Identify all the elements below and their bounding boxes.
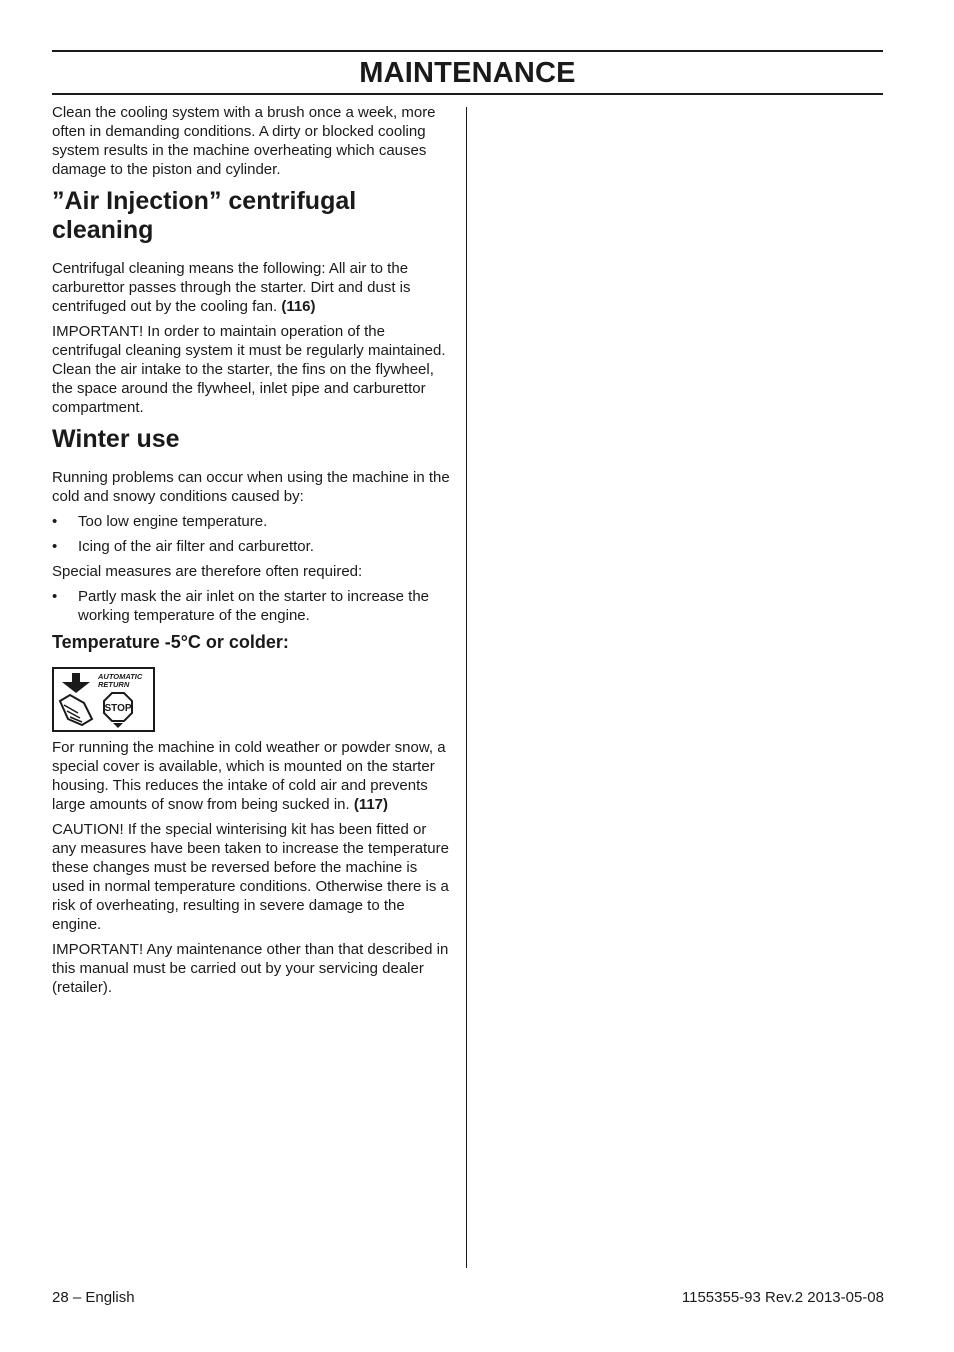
automatic-label: AUTOMATIC bbox=[98, 672, 143, 681]
bullet-icon: • bbox=[52, 538, 58, 555]
choke-symbol-graphic bbox=[54, 669, 153, 730]
winter-paragraph-2: Special measures are therefore often required: bbox=[52, 563, 363, 580]
temperature-subheading: Temperature -5°C or colder: bbox=[52, 632, 289, 652]
list-item-text: Too low engine temperature. bbox=[78, 513, 268, 530]
header-rule-top bbox=[52, 50, 883, 52]
section-title: MAINTENANCE bbox=[359, 57, 576, 89]
winter-paragraph-3 bbox=[52, 738, 452, 814]
arrow-head bbox=[62, 682, 90, 693]
winter-use-heading: Winter use bbox=[52, 425, 180, 453]
list-item-text: Icing of the air filter and carburettor. bbox=[78, 538, 314, 555]
caution-paragraph: CAUTION! If the special winterising kit has been fitted or any measures have been taken to increase the temperature these changes must be reversed before the machine is used in normal temperature conditions. Otherwise there is a risk of overheating, resulting in severe damage to the engine. bbox=[52, 821, 449, 933]
choke-lever-ridges bbox=[64, 705, 82, 722]
choke-automatic-return-symbol-icon bbox=[52, 667, 155, 732]
header-rule-bottom bbox=[52, 93, 883, 95]
air-injection-paragraph-2: IMPORTANT! In order to maintain operation of the centrifugal cleaning system it must be regularly maintained. Clean the air intake to the starter, the fins on the flywheel, the space around the flywheel, inlet pipe and carburettor compartment. bbox=[52, 323, 446, 416]
list-item bbox=[52, 512, 452, 531]
winter-paragraph-1: Running problems can occur when using the machine in the cold and snowy conditions caused by: bbox=[52, 469, 450, 505]
bullet-icon: • bbox=[52, 588, 58, 605]
list-item-text: Partly mask the air inlet on the starter to increase the working temperature of the engine. bbox=[78, 588, 429, 624]
winter-p3-text: For running the machine in cold weather or powder snow, a special cover is available, which is mounted on the starter housing. This reduces the intake of cold air and prevents large amounts of snow from being sucked in. bbox=[52, 739, 446, 813]
arrow-shaft bbox=[72, 673, 80, 682]
left-column bbox=[52, 103, 452, 1003]
list-item bbox=[52, 537, 452, 556]
footer-page-number: 28 – English bbox=[52, 1289, 135, 1306]
important-paragraph: IMPORTANT! Any maintenance other than that described in this manual must be carried out by your servicing dealer (retailer). bbox=[52, 941, 449, 996]
figure-ref-116: (116) bbox=[281, 298, 316, 315]
stop-pointer bbox=[113, 723, 123, 728]
air-injection-paragraph-1 bbox=[52, 259, 452, 316]
intro-paragraph: Clean the cooling system with a brush once a week, more often in demanding conditions. A dirty or blocked cooling system results in the machine overheating which causes damage to the piston and cylinder. bbox=[52, 104, 436, 178]
return-label: RETURN bbox=[98, 680, 130, 689]
air-injection-heading: ”Air Injection” centrifugal cleaning bbox=[52, 187, 357, 244]
winter-measures-list bbox=[52, 587, 452, 625]
winter-causes-list bbox=[52, 512, 452, 556]
air-injection-p1-text: Centrifugal cleaning means the following: All air to the carburettor passes through the starter. Dirt and dust is centrifuged out by the cooling fan. bbox=[52, 260, 411, 315]
list-item bbox=[52, 587, 452, 625]
figure-ref-117: (117) bbox=[353, 796, 389, 813]
bullet-icon: • bbox=[52, 513, 58, 530]
stop-label: STOP bbox=[104, 703, 132, 714]
choke-lever-outline bbox=[60, 695, 92, 725]
column-divider bbox=[466, 107, 467, 1268]
footer-doc-id: 1155355-93 Rev.2 2013-05-08 bbox=[681, 1289, 884, 1306]
